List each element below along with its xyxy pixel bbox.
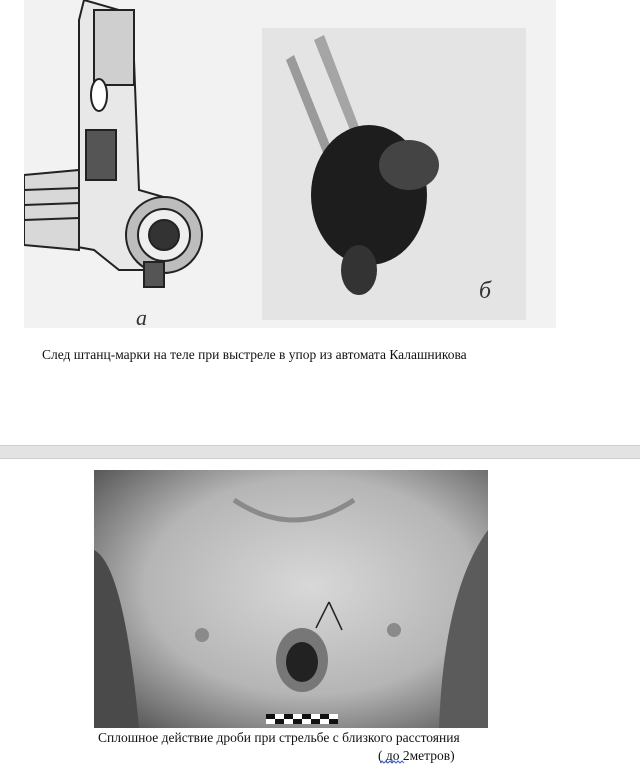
figure-1-drawing	[24, 0, 556, 328]
figure-2-caption-line-2: ( до 2метров)	[378, 748, 455, 763]
page-break-separator	[0, 445, 640, 459]
figure-1-image	[24, 0, 556, 328]
panel-a-label: а	[136, 305, 147, 328]
figure-2-caption-line-1: Сплошное действие дроби при стрельбе с близкого расстояния	[98, 730, 460, 745]
figure-1-caption: След штанц-марки на теле при выстреле в упор из автомата Калашникова	[42, 347, 467, 362]
panel-b-label: б	[479, 278, 492, 304]
figure-2-image	[94, 470, 488, 728]
torso-wound-photo	[94, 470, 488, 728]
spellcheck-underline-icon	[380, 760, 406, 764]
